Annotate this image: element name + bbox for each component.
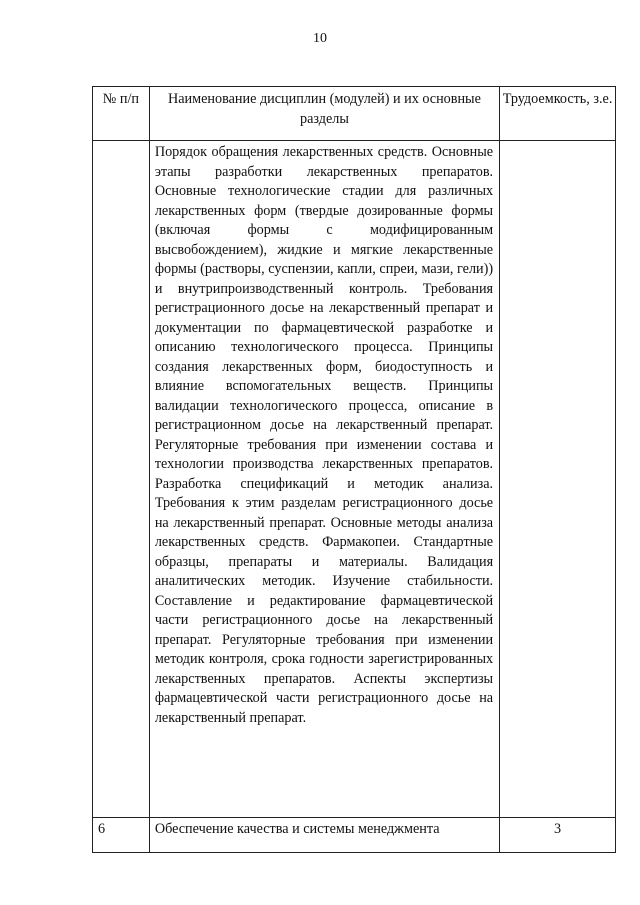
row-labor-cell: 3: [500, 818, 616, 853]
row-number-cell: 6: [93, 818, 150, 853]
page-number: 10: [313, 31, 327, 46]
row-discipline-text: Порядок обращения лекарственных средств. Основные этапы разработки лекарственных препаратов. Основные технологические стадии для различных лекарственных форм (твердые дозированные формы (включая формы с модифицированным высвобождением), жидкие и мягкие лекарственные формы (растворы, суспензии, капли, спреи, мази, гели)) и внутрипроизводственный контроль. Требования регистрационного досье на лекарственный препарат и документации по фармацевтической разработке и описанию технологического процесса. Принципы создания лекарственных форм, биодоступность и влияние вспомогательных веществ. Принципы валидации технологического процесса, описание в регистрационном досье на лекарственный препарат. Регуляторные требования при изменении состава и технологии производства лекарственных препаратов. Разработка спецификаций и методик анализа. Требования к этим разделам регистрационного досье на лекарственный препарат. Основные методы анализа лекарственных средств. Фармакопеи. Стандартные образцы, препараты и материалы. Валидация аналитических методик. Изучение стабильности. Составление и редактирование фармацевтической части регистрационного досье на лекарственный препарат. Регуляторные требования при изменении методик контроля, срока годности зарегистрированных лекарственных препаратов. Аспекты экспертизы фармацевтической части регистрационного досье на лекарственный препарат.: [149, 141, 499, 818]
header-labor-intensity: Трудоемкость, з.е.: [500, 87, 616, 141]
table-header-row: [93, 87, 616, 141]
header-number: № п/п: [93, 87, 150, 141]
disciplines-table: [92, 86, 616, 853]
row-labor-cell: [500, 141, 616, 818]
table-row: [93, 141, 616, 818]
row-number-cell: [93, 141, 150, 818]
row-discipline-text: Обеспечение качества и системы менеджмента: [149, 818, 499, 853]
table-row: [93, 818, 616, 853]
header-discipline-name: Наименование дисциплин (модулей) и их основные разделы: [149, 87, 499, 141]
